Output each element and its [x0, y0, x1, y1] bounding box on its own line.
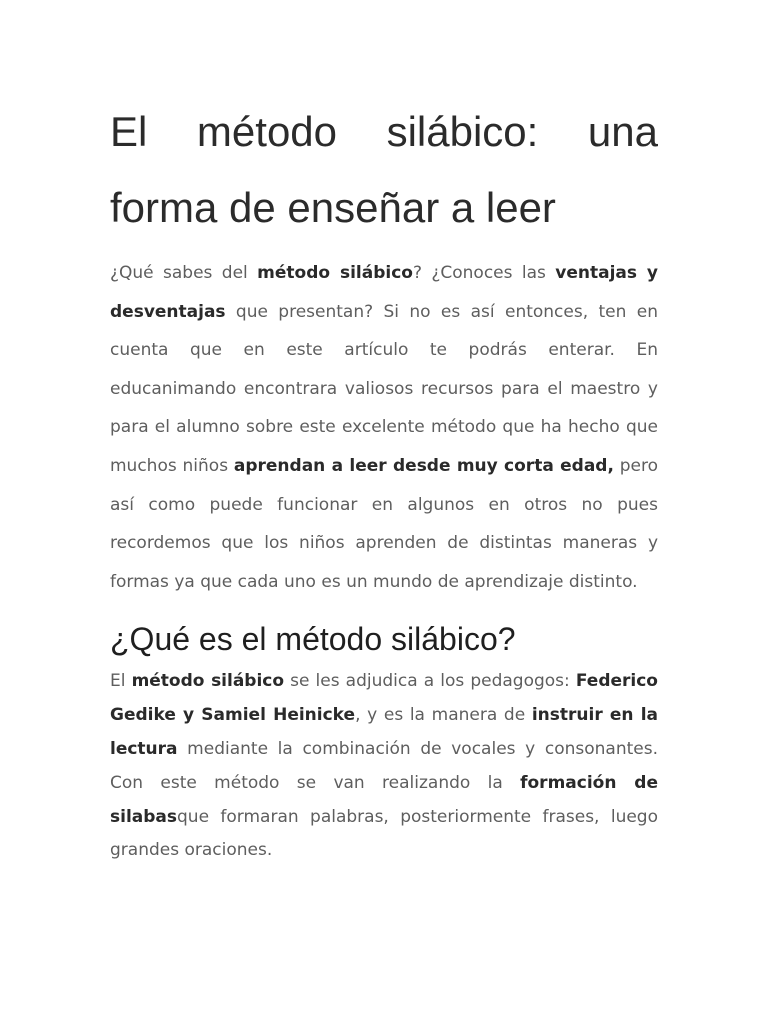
document-page — [110, 94, 658, 868]
section-bold-term: instruir en la lectura — [110, 705, 659, 759]
section-paragraph — [110, 665, 658, 868]
intro-bold-term: ventajas y desventajas — [110, 263, 658, 322]
section-bold-term: Federico Gedike y Samiel Heinicke — [110, 671, 658, 726]
section-text: mediante la combinación de vocales y consonantes. Con este método se van realizando la — [110, 738, 658, 793]
intro-text: que presentan? Si no es así entonces, ten en cuenta que en este artículo te podrás enterar. En educanimando encontrara valiosos recursos para el maestro y para el alumno sobre este excelente método que ha hecho que muchos niños — [110, 301, 658, 476]
document-title: El método silábico: una forma de enseñar a leer — [110, 108, 658, 231]
section-text: se les adjudica a los pedagogos: — [284, 671, 576, 692]
section-text: El — [110, 671, 132, 692]
section-text: que formaran palabras, posteriormente frases, luego grandes oraciones. — [110, 806, 658, 861]
section-bold-term: método silábico — [131, 671, 285, 692]
section-bold-term: formación de silabas — [110, 772, 658, 827]
intro-text: pero así como puede funcionar en algunos en otros no pues recordemos que los niños aprenden de distintas maneras y formas ya que cada uno es un mundo de aprendizaje distinto. — [110, 455, 658, 592]
section-text: , y es la manera de — [355, 705, 532, 726]
section-heading: ¿Qué es el método silábico? — [110, 621, 516, 658]
intro-bold-term: método silábico — [257, 263, 413, 283]
intro-bold-term: aprendan a leer desde muy corta edad, — [233, 455, 614, 476]
intro-text: ? ¿Conoces las — [412, 263, 556, 283]
intro-text: ¿Qué sabes del — [110, 263, 258, 283]
intro-paragraph — [110, 254, 658, 601]
